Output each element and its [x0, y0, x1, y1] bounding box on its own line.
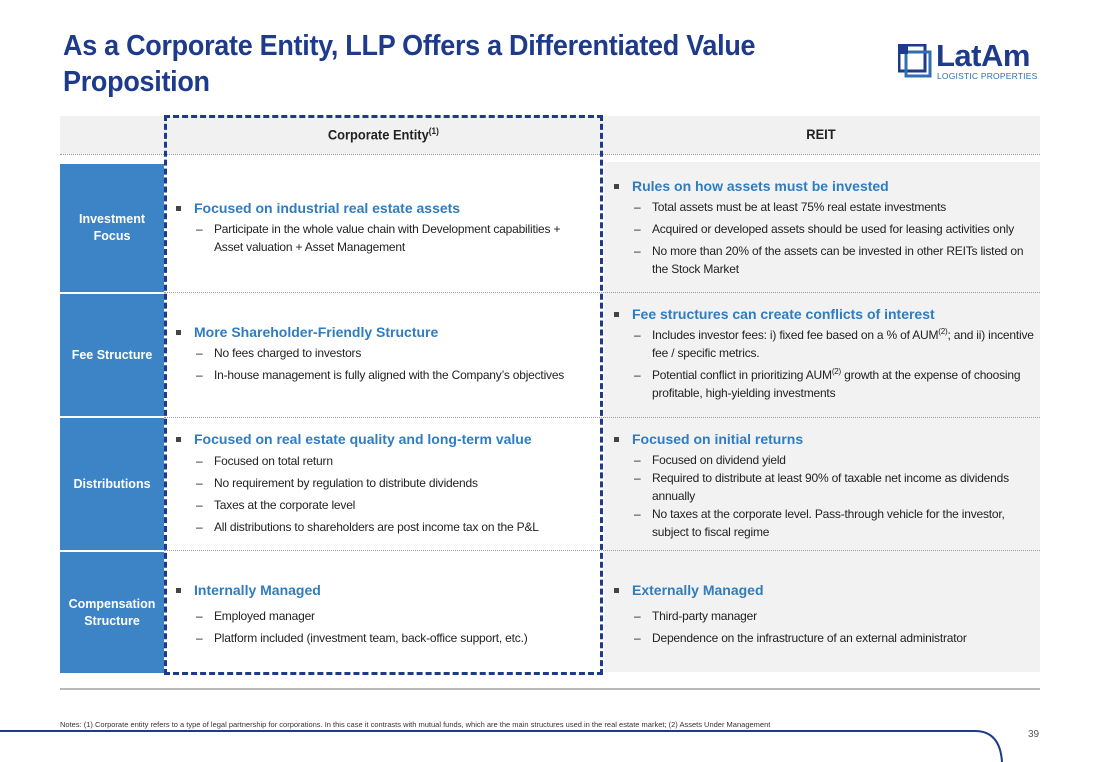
cell-heading: Focused on industrial real estate assets — [176, 199, 591, 217]
list-item: – Total assets must be at least 75% real estate investments — [634, 200, 947, 214]
square-bullet-icon — [614, 588, 619, 593]
row-label-fee-structure: Fee Structure — [60, 294, 164, 416]
page-title: As a Corporate Entity, LLP Offers a Differentiated Value Proposition — [63, 30, 756, 98]
list-item: – Third-party manager — [634, 609, 757, 623]
list-item: – No requirement by regulation to distribute dividends — [196, 476, 478, 490]
cell-heading: Internally Managed — [176, 581, 591, 599]
list-item: – Platform included (investment team, back-office support, etc.) — [196, 631, 528, 645]
list-item: – Taxes at the corporate level — [196, 498, 356, 512]
list-item: – Employed manager — [196, 609, 315, 623]
cell-heading: More Shareholder-Friendly Structure — [176, 323, 591, 341]
cell-reit-distributions — [614, 430, 1042, 541]
list-item: – No more than 20% of the assets can be invested in other REITs listed on the Stock Market — [634, 244, 1024, 276]
footnotes: Notes: (1) Corporate entity refers to a type of legal partnership for corporations. In this case it contrasts with mutual funds, which are the main structures used in the real estate market; (2) Assets Under Management — [60, 720, 771, 729]
list-item: – All distributions to shareholders are post income tax on the P&L — [196, 520, 539, 534]
list-item: – Acquired or developed assets should be used for leasing activities only — [634, 222, 1015, 236]
square-bullet-icon — [614, 184, 619, 189]
list-item: – No taxes at the corporate level. Pass-through vehicle for the investor, subject to fiscal regime — [634, 507, 1005, 539]
table-bottom-rule — [60, 688, 1040, 690]
list-item: – Required to distribute at least 90% of taxable net income as dividends annually — [634, 471, 1009, 503]
row-label-distributions: Distributions — [60, 418, 164, 550]
square-bullet-icon — [614, 437, 619, 442]
list-item: – Includes investor fees: i) fixed fee based on a % of AUM$^{(2)}$; and ii) incentive fee / specific metrics. — [634, 327, 1034, 360]
list-item: – Potential conflict in prioritizing AUM$^{(2)}$ growth at the expense of choosing profitable, high-yielding investments — [634, 367, 1021, 400]
list-item: – Focused on dividend yield — [634, 453, 786, 467]
logo-brand: LatAm — [936, 38, 1030, 73]
cell-heading: Fee structures can create conflicts of interest — [614, 305, 1042, 323]
cell-reit-fee-structure — [614, 305, 1042, 402]
footer-curve-decoration — [0, 700, 1100, 762]
page-number: 39 — [1028, 729, 1040, 740]
company-logo — [898, 38, 1043, 84]
cell-heading: Externally Managed — [614, 581, 1042, 599]
cell-heading: Focused on initial returns — [614, 430, 1042, 448]
list-item: – Dependence on the infrastructure of an external administrator — [634, 631, 967, 645]
row-label-investment-focus: Investment Focus — [60, 164, 164, 292]
row-label-compensation-structure: Compensation Structure — [60, 552, 164, 673]
list-item: – No fees charged to investors — [196, 346, 362, 360]
cell-reit-investment-focus — [614, 177, 1042, 278]
column-header-reit: REIT — [806, 126, 836, 142]
logo-subtitle: LOGISTIC PROPERTIES — [937, 71, 1038, 81]
cell-heading: Rules on how assets must be invested — [614, 177, 1042, 195]
list-item: – Focused on total return — [196, 454, 333, 468]
cell-reit-compensation — [614, 581, 1042, 647]
cell-heading: Focused on real estate quality and long-term value — [176, 430, 591, 448]
list-item: – In-house management is fully aligned with the Company’s objectives — [196, 368, 565, 382]
corporate-column-highlight — [164, 115, 603, 675]
square-bullet-icon — [614, 312, 619, 317]
logo-mark-icon — [898, 44, 932, 78]
column-header-corporate: Corporate Entity$^{(1)}$ — [327, 126, 439, 143]
list-item: – Participate in the whole value chain with Development capabilities + Asset valuation + Asset Management — [196, 222, 561, 254]
